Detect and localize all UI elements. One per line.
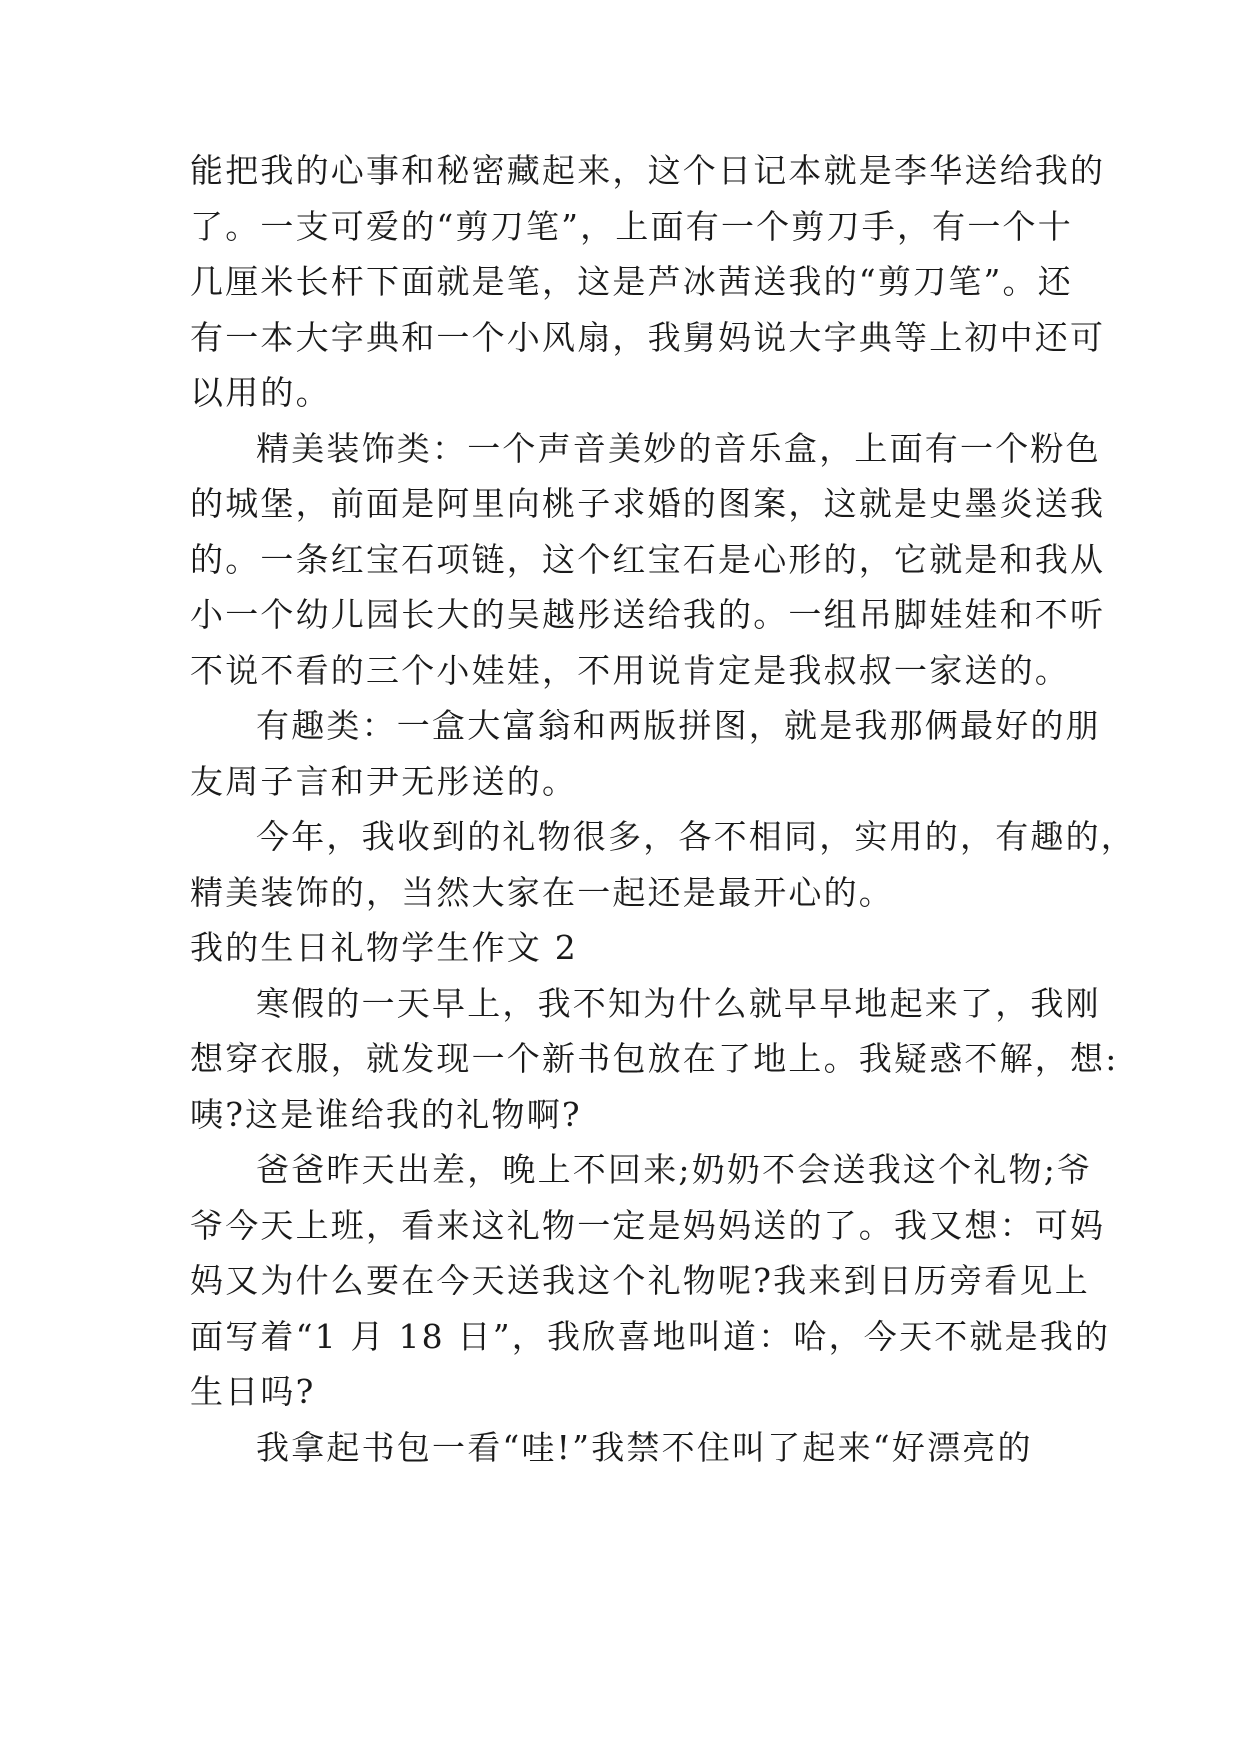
paragraph-first-line: 爸爸昨天出差，晚上不回来;奶奶不会送我这个礼物;爷	[256, 1150, 1093, 1189]
text-line: 不说不看的三个小娃娃，不用说肯定是我叔叔一家送的。	[190, 651, 1070, 690]
text-line: 能把我的心事和秘密藏起来，这个日记本就是李华送给我的	[190, 151, 1106, 190]
text-line: 的。一条红宝石项链，这个红宝石是心形的，它就是和我从	[190, 540, 1106, 579]
text-line: 的城堡，前面是阿里向桃子求婚的图案，这就是史墨炎送我	[190, 484, 1106, 523]
paragraph-first-line: 有趣类：一盒大富翁和两版拼图，就是我那俩最好的朋	[256, 706, 1101, 745]
text-line: 几厘米长杆下面就是笔，这是芦冰茜送我的“剪刀笔”。还	[190, 262, 1073, 301]
text-line: 咦?这是谁给我的礼物啊?	[190, 1095, 582, 1134]
text-line: 爷今天上班，看来这礼物一定是妈妈送的了。我又想：可妈	[190, 1206, 1106, 1245]
text-line: 生日吗?	[190, 1372, 316, 1411]
text-line: 妈又为什么要在今天送我这个礼物呢?我来到日历旁看见上	[190, 1261, 1090, 1300]
text-line: 想穿衣服，就发现一个新书包放在了地上。我疑惑不解，想:	[190, 1039, 1119, 1078]
paragraph-first-line: 寒假的一天早上，我不知为什么就早早地起来了，我刚	[256, 984, 1101, 1023]
section-heading: 我的生日礼物学生作文 2	[190, 928, 578, 967]
paragraph-first-line: 我拿起书包一看“哇!”我禁不住叫了起来“好漂亮的	[256, 1428, 1033, 1467]
paragraph-first-line: 精美装饰类：一个声音美妙的音乐盒，上面有一个粉色	[256, 429, 1101, 468]
text-line: 小一个幼儿园长大的吴越彤送给我的。一组吊脚娃娃和不听	[190, 595, 1106, 634]
text-line: 精美装饰的，当然大家在一起还是最开心的。	[190, 873, 894, 912]
text-line: 有一本大字典和一个小风扇，我舅妈说大字典等上初中还可	[190, 318, 1106, 357]
text-line: 了。一支可爱的“剪刀笔”，上面有一个剪刀手，有一个十	[190, 207, 1073, 246]
text-line: 面写着“1 月 18 日”，我欣喜地叫道：哈，今天不就是我的	[190, 1317, 1111, 1356]
text-line: 以用的。	[190, 373, 331, 412]
text-line: 友周子言和尹无彤送的。	[190, 762, 578, 801]
paragraph-first-line: 今年，我收到的礼物很多，各不相同，实用的，有趣的，	[256, 817, 1136, 856]
